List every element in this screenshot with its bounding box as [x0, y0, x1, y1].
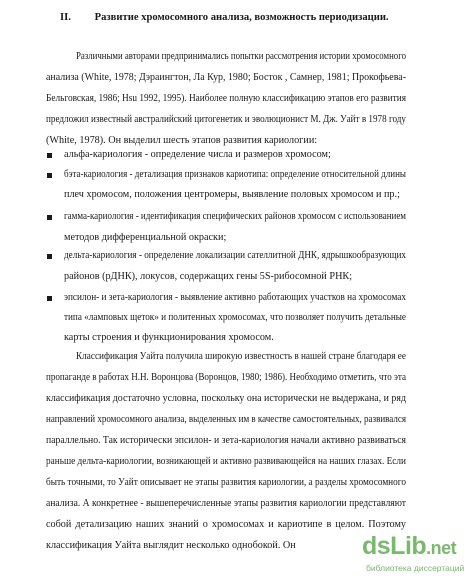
paragraph-line: Бельговская, 1986; Hsu 1992, 1995). Наиболее полную классификацию этапов его развития — [46, 93, 406, 104]
list-item-line: эпсилон- и зета-кариология - выявление активно работающих участков на хромосомах — [64, 292, 406, 303]
paragraph-line: анализа (White, 1978; Дэраингтон, Ла Кур, 1980; Босток , Самнер, 1981; Прокофьева- — [46, 72, 406, 83]
paragraph-line: направлений хромосомного анализа, выделенных им в качестве самостоятельных, развивался — [46, 414, 406, 425]
list-item-line: бэта-кариология - детализация признаков кариотипа: определение относительной длины — [64, 169, 406, 180]
list-item-line: гамма-кариология - идентификация специфических районов хромосом с использованием — [64, 211, 406, 222]
list-bullet — [47, 254, 52, 259]
watermark-tagline: библиотека диссертаций — [366, 563, 464, 573]
logo-main: dsLib — [362, 532, 427, 560]
list-item-line: методов дифференциальной окраски; — [64, 232, 227, 243]
list-item-line: дельта-кариология - определение локализации сателлитной ДНК, ядрышкообразующих — [64, 250, 406, 261]
paragraph-line: раньше дельта-кариологии, возникающей и активно развивающейся на наших глазах. Если — [46, 456, 406, 467]
paragraph-line: быть точными, то Уайт описывает не этапы развития кариологии, а разделы хромосомного — [46, 477, 406, 488]
section-heading — [60, 12, 389, 23]
dslib-logo — [362, 532, 456, 561]
paragraph-line: анализа. А конкретнее - вышеперечисленные этапы развития кариологии представляют — [46, 498, 406, 509]
paragraph-line: классификация достаточно условна, поскольку она исторически не выдержана, и ряд — [46, 393, 406, 404]
paragraph-line: пропаганде в работах Н.Н. Воронцова (Воронцов, 1980; 1986). Необходимо отметить, что эта — [46, 372, 406, 383]
list-item-line: плеч хромосом, положения центромеры, выявление половых хромосом и пр.; — [64, 189, 400, 200]
section-number: II. — [60, 12, 71, 23]
list-bullet — [47, 153, 52, 158]
paragraph-line: (White, 1978). Он выделил шесть этапов развития кариологии: — [46, 135, 318, 146]
list-item-line: альфа-кариология - определение числа и размеров хромосом; — [64, 149, 331, 160]
list-bullet — [47, 173, 52, 178]
list-item-line: типа «ламповых щеток» и политенных хромосомах, что позволяет получить детальные — [64, 312, 406, 323]
section-title: Развитие хромосомного анализа, возможность периодизации. — [94, 12, 389, 23]
logo-tld: .net — [426, 538, 457, 558]
list-item-line: районов (рДНК), локусов, содержащих гены 5S-рибосомной РНК; — [64, 271, 353, 282]
list-bullet — [47, 296, 52, 301]
paragraph-line: Различными авторами предпринимались попытки рассмотрения истории хромосомного — [76, 51, 406, 62]
list-item-line: карты строения и функционирования хромосом. — [64, 332, 274, 343]
paragraph-line: параллельно. Так исторически эпсилон- и зета-кариология начали активно развиваться — [46, 435, 406, 446]
list-bullet — [47, 215, 52, 220]
paragraph-line: классификация Уайта выглядит несколько однобокой. Он — [46, 540, 296, 551]
paragraph-line: предложил известный австралийский цитогенетик и эволюционист М. Дж. Уайт в 1978 году — [46, 114, 406, 125]
paragraph-line: собой детализацию наших знаний о хромосомах и кариотипе в целом. Поэтому — [46, 519, 406, 530]
paragraph-line: Классификация Уайта получила широкую известность в нашей стране благодаря ее — [76, 351, 406, 362]
dslib-watermark[interactable] — [362, 532, 464, 580]
